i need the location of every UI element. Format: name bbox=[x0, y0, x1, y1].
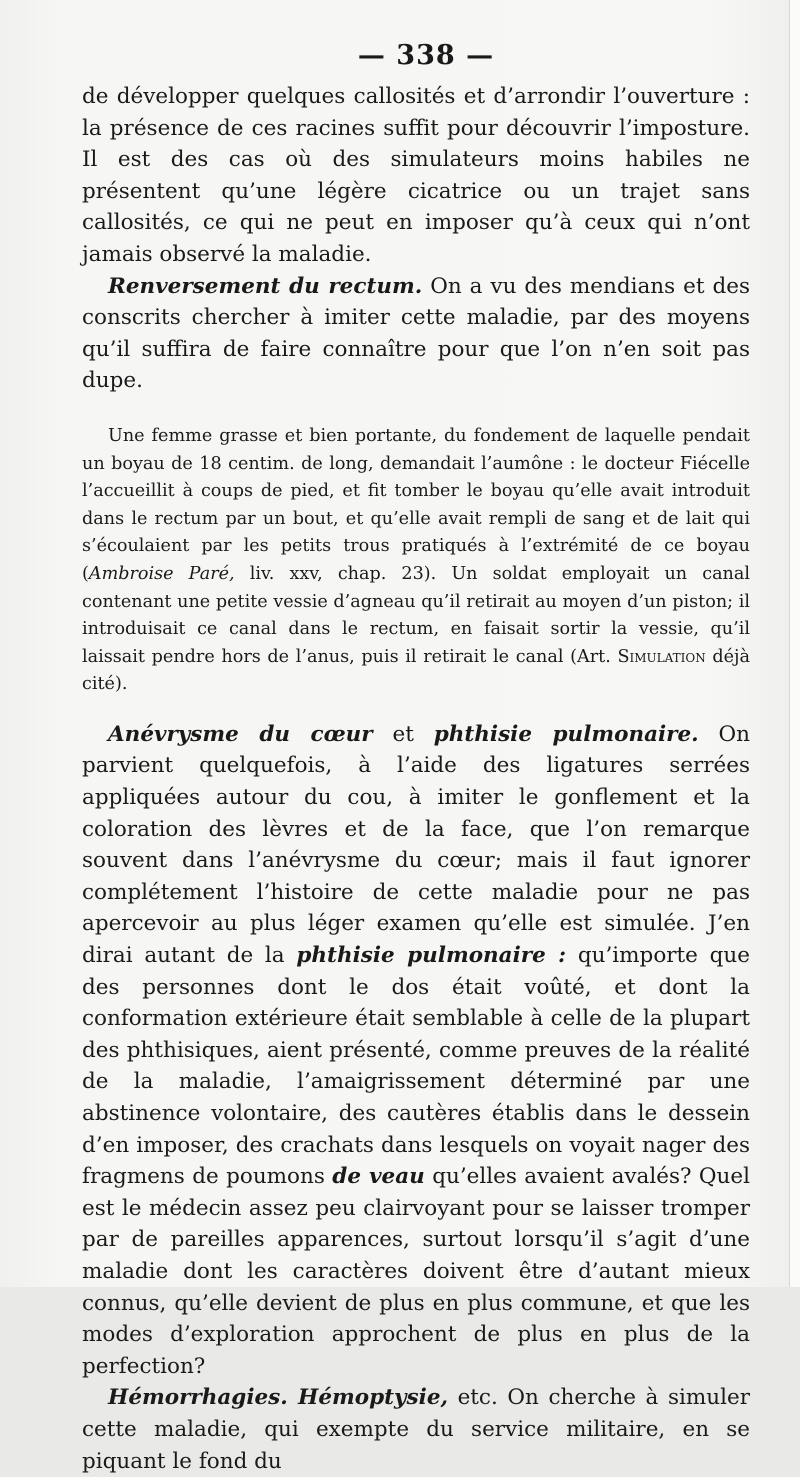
paragraph-text: On a vu des mendians et des conscrits chercher à imiter cette maladie, par des moyens qu’il suffira de faire connaître pour que l’on n’en soit pas dupe. bbox=[82, 273, 750, 394]
paragraph-text: etc. On cherche à simuler cette maladie, qui exempte du service militaire, en se piquant le fond du bbox=[82, 1385, 750, 1474]
note-source: Ambroise Paré, bbox=[88, 563, 235, 584]
paragraph-anevrysme bbox=[82, 719, 750, 1382]
footnote-block bbox=[82, 423, 750, 699]
section-heading-anevrysme: Anévrysme du cœur bbox=[108, 721, 373, 747]
section-heading-renversement: Renversement du rectum. bbox=[108, 273, 423, 299]
page-number: — 338 — bbox=[357, 40, 495, 71]
inline-emphasis-veau: de veau bbox=[332, 1164, 425, 1190]
note-smallcaps: Simulation bbox=[617, 646, 706, 667]
paragraph-text-b: qu’importe que des personnes dont le dos était voûté, et dont la conformation extérieure était semblable à celle de la plupart des phthisiques, aient présenté, comme preuves de la réalité de la maladie, l’amaigrissement déterminé par une abstinence volontaire, des cautères établis dans le dessein d’en imposer, des crachats dans lesquels on voyait nager des fragmens de poumons bbox=[82, 943, 750, 1190]
note-text-a: Une femme grasse et bien portante, du fondement de laquelle pendait un boyau de 18 centim. de long, demandait l’aumône : le docteur Fiécelle l’accueillit à coups de pied, et fit tomber le boyau qu’elle avait introduit dans le rectum par un bout, et qu’elle avait rempli de sang et de lait qui s’écoulaient par les petits trous pratiqués à l’extrémité de ce boyau ( bbox=[82, 425, 750, 584]
inline-emphasis-phthisie: phthisie pulmonaire : bbox=[296, 943, 567, 969]
paragraph-hemorrhagies bbox=[82, 1382, 750, 1477]
paragraph-renversement-rectum bbox=[82, 271, 750, 397]
note-text-b: liv. xxv, chap. 23). Un soldat employait un canal contenant une petite vessie d’agneau qu’il retirait au moyen d’un piston; il introduisait ce canal dans le rectum, en faisait sortir la vessie, qu’il laissait pendre hors de l’anus, puis il retirait le canal (Art. bbox=[82, 563, 751, 667]
page-edge bbox=[789, 0, 800, 1287]
section-heading-hemorrhagies: Hémorrhagies. Hémoptysie, bbox=[108, 1385, 448, 1411]
paragraph-text-a: On parvient quelquefois, à l’aide des ligatures serrées appliquées autour du cou, à imiter le gonflement et la coloration des lèvres et de la face, que l’on remarque souvent dans l’anévrysme du cœur; mais il faut ignorer complétement l’histoire de cette maladie pour ne pas apercevoir au plus léger examen qu’elle est simulée. J’en dirai autant de la bbox=[82, 721, 750, 969]
section-heading-phthisie: phthisie pulmonaire. bbox=[433, 721, 699, 747]
heading-conjunction: et bbox=[372, 721, 434, 747]
paragraph-continuation: de développer quelques callosités et d’arrondir l’ouverture : la présence de ces racines suffit pour découvrir l’imposture. Il est des cas où des simulateurs moins habiles ne présentent qu’une légère cicatrice ou un trajet sans callosités, ce qui ne peut en imposer qu’à ceux qui n’ont jamais observé la maladie. bbox=[82, 84, 750, 267]
note-text-c: déjà cité). bbox=[82, 646, 750, 695]
paragraph-text-c: qu’elles avaient avalés? Quel est le médecin assez peu clairvoyant pour se laisser tromper par de pareilles apparences, surtout lorsqu’il s’agit d’une maladie dont les caractères doivent être d’autant mieux connus, qu’elle devient de plus en plus commune, et que les modes d’exploration approchent de plus en plus de la perfection? bbox=[82, 1164, 751, 1379]
